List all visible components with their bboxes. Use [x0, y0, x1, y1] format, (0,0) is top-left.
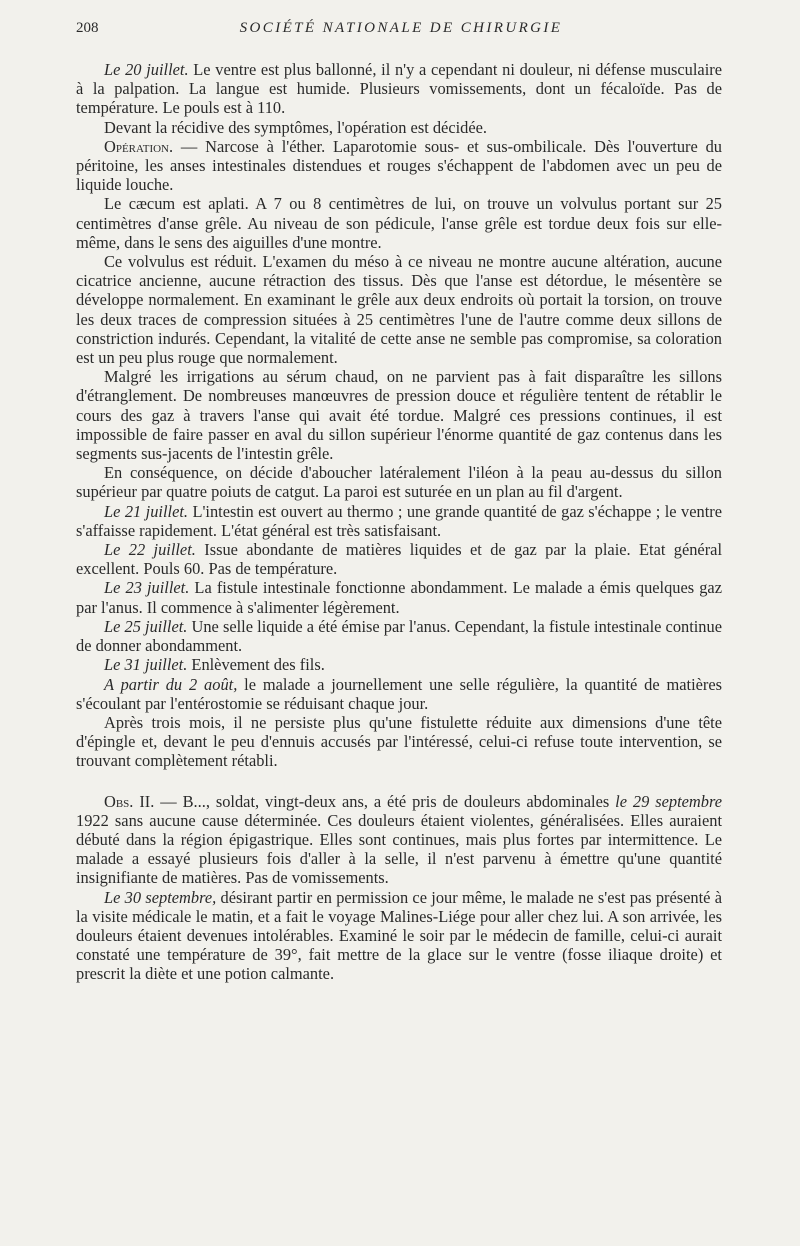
paragraph	[76, 888, 722, 984]
paragraph	[76, 137, 722, 195]
date-lead: Le 20 juillet.	[104, 60, 189, 79]
paragraph-text: — B..., soldat, vingt-deux ans, a été pris de douleurs abdominales	[154, 791, 616, 811]
paragraph-text: La fistule intestinale fonctionne abondamment. Le malade a émis quelques gaz par l'anus. Il commence à s'alimenter légèrement.	[76, 578, 722, 617]
paragraph-text: Issue abondante de matières liquides et de gaz par la plaie. Etat général excellent. Pouls 60. Pas de température.	[76, 540, 722, 579]
paragraph-text: Malgré les irrigations au sérum chaud, on ne parvient pas à fait disparaître les sillons d'étranglement. De nombreuses manœuvres de pression douce et régulière tentent de rétablir le cours des gaz à travers l'anse qui avait été tordue. Malgré ces pressions continues, il est impossible de faire passer en aval du sillon supérieur l'énorme quantité de gaz contenus dans les segments sus-jacents de l'intestin grêle.	[76, 367, 722, 464]
paragraph-text: Le cæcum est aplati. A 7 ou 8 centimètres de lui, on trouve un volvulus portant sur 25 centimètres d'anse grêle. Au niveau de son pédicule, l'anse grêle est tordue deux fois sur elle-même, dans le sens des aiguilles d'une montre.	[76, 194, 722, 252]
page-number: 208	[76, 20, 99, 36]
date-lead: Le 25 juillet.	[104, 616, 188, 636]
date-lead: A partir du 2 août,	[104, 674, 238, 694]
paragraph	[76, 617, 722, 655]
paragraph	[76, 578, 722, 616]
paragraph	[76, 655, 722, 674]
paragraph	[76, 540, 722, 578]
section-lead: Obs. II.	[104, 791, 155, 811]
date-lead: le 29 septembre	[615, 791, 722, 811]
paragraph	[76, 60, 722, 118]
paragraph	[76, 792, 722, 888]
paragraph-text: le malade a journellement une selle régulière, la quantité de matières s'écoulant par l'entérostomie se réduisant chaque jour.	[76, 674, 723, 713]
section-lead: Opération.	[104, 136, 174, 156]
paragraph-text: désirant partir en permission ce jour même, le malade ne s'est pas présenté à la visite médicale le matin, et a fait le voyage Malines-Liége pour aller chez lui. A son arrivée, les douleurs étaient devenues intolérables. Examiné le soir par le médecin de famille, celui-ci aurait constaté une température de 39°, fait mettre de la glace sur le ventre (fosse iliaque droite) et prescrit la diète et une potion calmante.	[76, 887, 722, 984]
body-text	[76, 60, 722, 984]
date-lead: Le 31 juillet.	[104, 655, 188, 675]
paragraph	[76, 463, 722, 501]
date-lead: Le 21 juillet.	[104, 501, 188, 521]
paragraph	[76, 675, 722, 713]
date-lead: Le 30 septembre,	[104, 887, 217, 907]
paragraph-text: Enlèvement des fils.	[187, 655, 325, 675]
paragraph-text: Le ventre est plus ballonné, il n'y a cependant ni douleur, ni défense musculaire à la palpation. La langue est humide. Plusieurs vomissements, dont un fécaloïde. Pas de température. Le pouls est à 110.	[76, 60, 722, 118]
paragraph-text: — Narcose à l'éther. Laparotomie sous- et sus-ombilicale. Dès l'ouverture du péritoine, les anses intestinales distendues et rouges s'échappent de l'abdomen avec un peu de liquide louche.	[76, 136, 722, 195]
paragraph-text: Après trois mois, il ne persiste plus qu'une fistulette réduite aux dimensions d'une tête d'épingle et, devant le peu d'ennuis accusés par l'intéressé, celui-ci refuse toute intervention, se trouvant complètement rétabli.	[76, 712, 722, 771]
paragraph	[76, 252, 722, 367]
running-title: SOCIÉTÉ NATIONALE DE CHIRURGIE	[239, 20, 563, 36]
running-header	[76, 20, 726, 42]
paragraph-text: Devant la récidive des symptômes, l'opération est décidée.	[104, 117, 487, 137]
date-lead: Le 23 juillet.	[104, 578, 190, 598]
paragraph	[76, 713, 722, 771]
date-lead: Le 22 juillet.	[104, 540, 196, 560]
paragraph-text: L'intestin est ouvert au thermo ; une grande quantité de gaz s'échappe ; le ventre s'affaisse rapidement. L'état général est très satisfaisant.	[76, 501, 722, 540]
paragraph-text: En conséquence, on décide d'aboucher latéralement l'iléon à la peau au-dessus du sillon supérieur par quatre poiuts de catgut. La paroi est suturée en un plan au fil d'argent.	[76, 463, 722, 502]
paragraph-text: Ce volvulus est réduit. L'examen du méso à ce niveau ne montre aucune altération, aucune cicatrice ancienne, aucune rétraction des tissus. Dès que l'anse est détordue, le mésentère se développe normalement. En examinant le grêle aux deux endroits où portait la torsion, on trouve les deux traces de compression situées à 25 centimètres l'une de l'autre comme deux sillons de constriction indurés. Cependant, la vitalité de cette anse ne semble pas compromise, sa coloration est un peu plus rouge que normalement.	[76, 252, 722, 368]
paragraph	[76, 118, 722, 137]
paragraph	[76, 367, 722, 463]
paragraph-text: Une selle liquide a été émise par l'anus. Cependant, la fistule intestinale continue de donner abondamment.	[76, 616, 722, 656]
paragraph	[76, 194, 722, 252]
paragraph-text: 1922 sans aucune cause déterminée. Ces douleurs étaient violentes, généralisées. Elles auraient débuté dans la région épigastrique. Elles sont continues, mais plus fortes par intermittence. Le malade a essayé plusieurs fois d'aller à la selle, il n'est parvenu à émettre qu'une quantité insignifiante de matières. Pas de vomissements.	[76, 810, 722, 888]
paragraph	[76, 502, 722, 540]
